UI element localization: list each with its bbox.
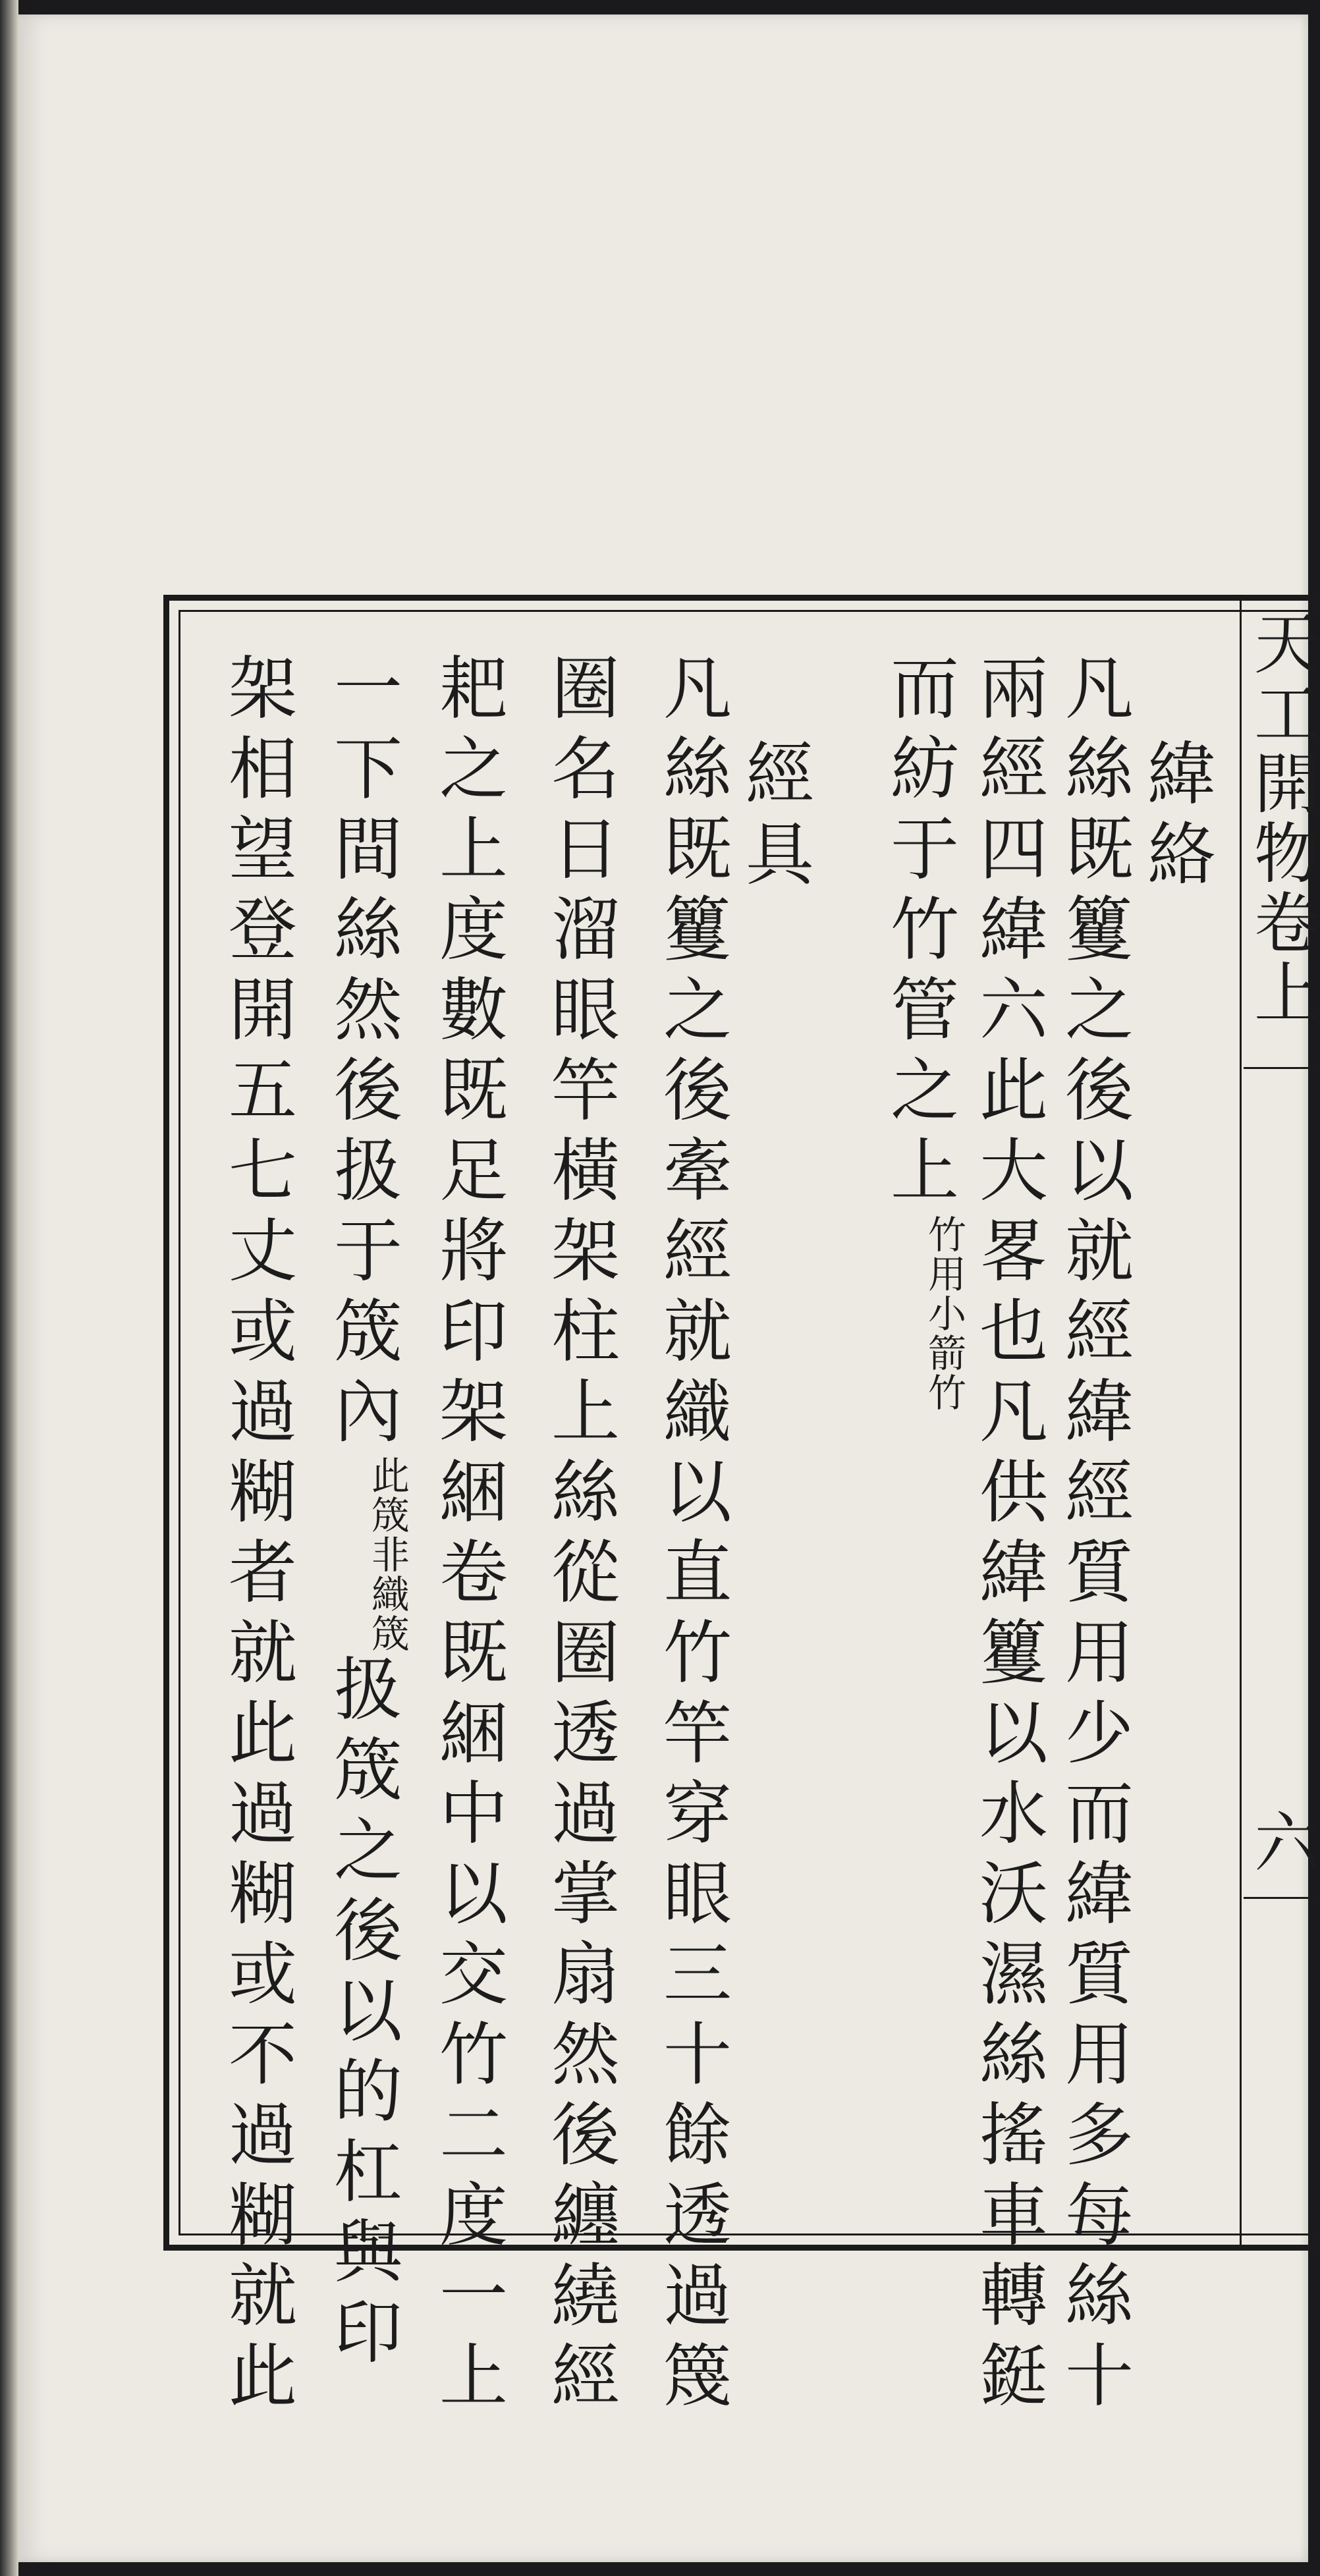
- interlinear-note-1: 竹用小箭竹: [921, 1215, 966, 1412]
- section-heading: 緯絡: [1136, 738, 1216, 898]
- text-column-7: 耙之上度數既足將印架綑卷既綑中以交竹二度一上: [427, 652, 508, 2420]
- text-column-1: 凡絲既籰之後以就經緯經質用少而緯質用多每絲十: [1053, 652, 1134, 2420]
- text-column-2: 兩經四緯六此大畧也凡供緯籰以水沃濕絲搖車轉鋌: [968, 652, 1048, 2420]
- book-binding-edge: [0, 0, 18, 2576]
- folio-number: 六: [1243, 1808, 1320, 1874]
- text-column-8-main: 一下間絲然後扱于筬內: [322, 652, 402, 1456]
- text-column-6: 圈名日溜眼竿橫架柱上絲從圈透過掌扇然後纏繞經: [539, 652, 620, 2420]
- text-column-4-heading: 經具: [734, 738, 814, 898]
- center-column-divider-bottom: [1244, 1897, 1317, 1899]
- interlinear-note-2: 此筬非織筬: [365, 1456, 410, 1653]
- text-column-9: 架相望登開五七丈或過糊者就此過糊或不過糊就此: [217, 652, 297, 2420]
- center-column-rule: [1240, 595, 1242, 2251]
- text-column-3-main: 而紡于竹管之上: [879, 652, 959, 1215]
- text-column-3: [873, 652, 965, 2226]
- text-column-8: [316, 652, 410, 2376]
- center-column-title: 天工開物卷上: [1243, 609, 1320, 1028]
- text-column-8-after: 扱筬之後以的杠與印: [322, 1653, 402, 2376]
- text-column-5: 凡絲既籰之後牽經就織以直竹竿穿眼三十餘透過篾: [651, 652, 732, 2420]
